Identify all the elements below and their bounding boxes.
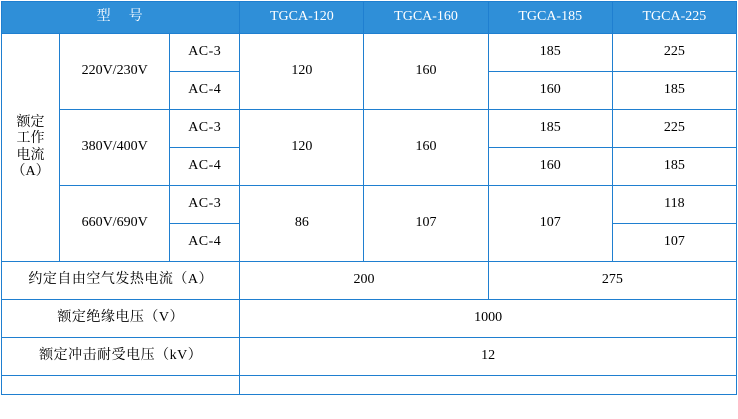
rated-current-label-line-2: 工作: [16, 131, 45, 147]
voltage-220v-230v: 220V/230V: [60, 34, 170, 110]
conventional-thermal-current-value-1: 200: [240, 262, 488, 300]
table-header-row: [2, 2, 737, 34]
table-row: [2, 300, 737, 338]
utilization-category-ac3: AC-3: [170, 110, 240, 148]
header-model-tgca-160: TGCA-160: [364, 2, 488, 34]
table-row: [2, 110, 737, 148]
table-row-partial: [2, 376, 737, 395]
table-row: [2, 262, 737, 300]
utilization-category-ac4: AC-4: [170, 72, 240, 110]
specification-table: [1, 1, 737, 395]
table-row: [2, 186, 737, 224]
utilization-category-ac3: AC-3: [170, 186, 240, 224]
cell-660v-ac3-tgca225: 118: [612, 186, 736, 224]
conventional-thermal-current-label: 约定自由空气发热电流（A）: [2, 262, 240, 300]
cell-380v-tgca120: 120: [240, 110, 364, 186]
cell-220v-tgca120: 120: [240, 34, 364, 110]
cell-380v-tgca160: 160: [364, 110, 488, 186]
rated-current-label-line-4: （A）: [11, 163, 50, 179]
conventional-thermal-current-value-2: 275: [488, 262, 736, 300]
cell-660v-ac4-tgca225: 107: [612, 224, 736, 262]
rated-insulation-voltage-label: 额定绝缘电压（V）: [2, 300, 240, 338]
header-model-label: 型 号: [2, 2, 240, 34]
cell-380v-ac3-tgca185: 185: [488, 110, 612, 148]
rated-impulse-withstand-voltage-value: 12: [240, 338, 737, 376]
header-model-tgca-225: TGCA-225: [612, 2, 736, 34]
rated-insulation-voltage-value: 1000: [240, 300, 737, 338]
table-row: [2, 338, 737, 376]
header-model-tgca-185: TGCA-185: [488, 2, 612, 34]
cell-380v-ac4-tgca225: 185: [612, 148, 736, 186]
cell-220v-ac3-tgca185: 185: [488, 34, 612, 72]
cell-220v-tgca160: 160: [364, 34, 488, 110]
cell-220v-ac4-tgca185: 160: [488, 72, 612, 110]
voltage-380v-400v: 380V/400V: [60, 110, 170, 186]
cell-660v-tgca160: 107: [364, 186, 488, 262]
rated-current-label-line-1: 额定: [16, 115, 45, 131]
utilization-category-ac4: AC-4: [170, 224, 240, 262]
table-row: [2, 34, 737, 72]
cell-220v-ac3-tgca225: 225: [612, 34, 736, 72]
voltage-660v-690v: 660V/690V: [60, 186, 170, 262]
rated-current-label: [2, 34, 60, 262]
cell-380v-ac3-tgca225: 225: [612, 110, 736, 148]
utilization-category-ac3: AC-3: [170, 34, 240, 72]
partial-row-label-cell: [2, 376, 240, 395]
cell-380v-ac4-tgca185: 160: [488, 148, 612, 186]
cell-660v-tgca185: 107: [488, 186, 612, 262]
utilization-category-ac4: AC-4: [170, 148, 240, 186]
cell-220v-ac4-tgca225: 185: [612, 72, 736, 110]
rated-impulse-withstand-voltage-label: 额定冲击耐受电压（kV）: [2, 338, 240, 376]
rated-current-label-line-3: 电流: [16, 147, 45, 163]
cell-660v-tgca120: 86: [240, 186, 364, 262]
partial-row-value-cell: [240, 376, 737, 395]
header-model-tgca-120: TGCA-120: [240, 2, 364, 34]
